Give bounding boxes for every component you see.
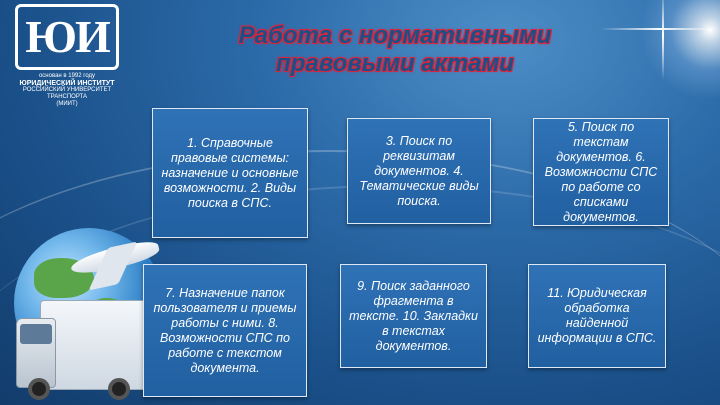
truck-wheel xyxy=(108,378,130,400)
truck-window xyxy=(20,324,52,344)
logo-mark: ЮИ xyxy=(15,4,119,70)
topic-box-5 xyxy=(340,264,487,368)
logo-subtitle: (МИИТ) xyxy=(56,101,78,108)
topic-box-text: 5. Поиск по текстам документов. 6. Возможности СПС по работе со списками документов. xyxy=(544,119,658,224)
logo-subtitle: ТРАНСПОРТА xyxy=(46,94,88,101)
topic-box-2 xyxy=(347,118,491,224)
logo-subtitle: РОССИЙСКИЙ УНИВЕРСИТЕТ xyxy=(22,87,112,93)
slide-title: Работа с нормативными правовыми актами xyxy=(238,22,552,77)
topic-box-3 xyxy=(533,118,669,226)
light-flare-ray xyxy=(662,0,664,80)
topic-box-4 xyxy=(143,264,307,397)
logo-since: основан в 1992 году xyxy=(38,73,96,79)
truck-icon xyxy=(40,300,150,390)
institute-logo xyxy=(8,4,126,116)
topic-box-text: 9. Поиск заданного фрагмента в тексте. 10. Закладки в текстах документов. xyxy=(349,278,478,353)
topic-box-text: 1. Справочные правовые системы: назначение и основные возможности. 2. Виды поиска в СПС. xyxy=(161,135,299,210)
topic-box-text: 3. Поиск по реквизитам документов. 4. Тематические виды поиска. xyxy=(359,133,479,208)
topic-box-text: 7. Назначение папок пользователя и приемы работы с ними. 8. Возможности СПС по работе с текстом документа. xyxy=(153,285,297,375)
logo-name: ЮРИДИЧЕСКИЙ ИНСТИТУТ xyxy=(19,80,115,87)
topic-box-1 xyxy=(152,108,308,238)
topic-box-6 xyxy=(528,264,666,368)
truck-wheel xyxy=(28,378,50,400)
light-flare xyxy=(640,0,720,100)
light-flare-ray xyxy=(600,28,720,30)
topic-box-text: 11. Юридическая обработка найденной информации в СПС. xyxy=(537,286,657,345)
